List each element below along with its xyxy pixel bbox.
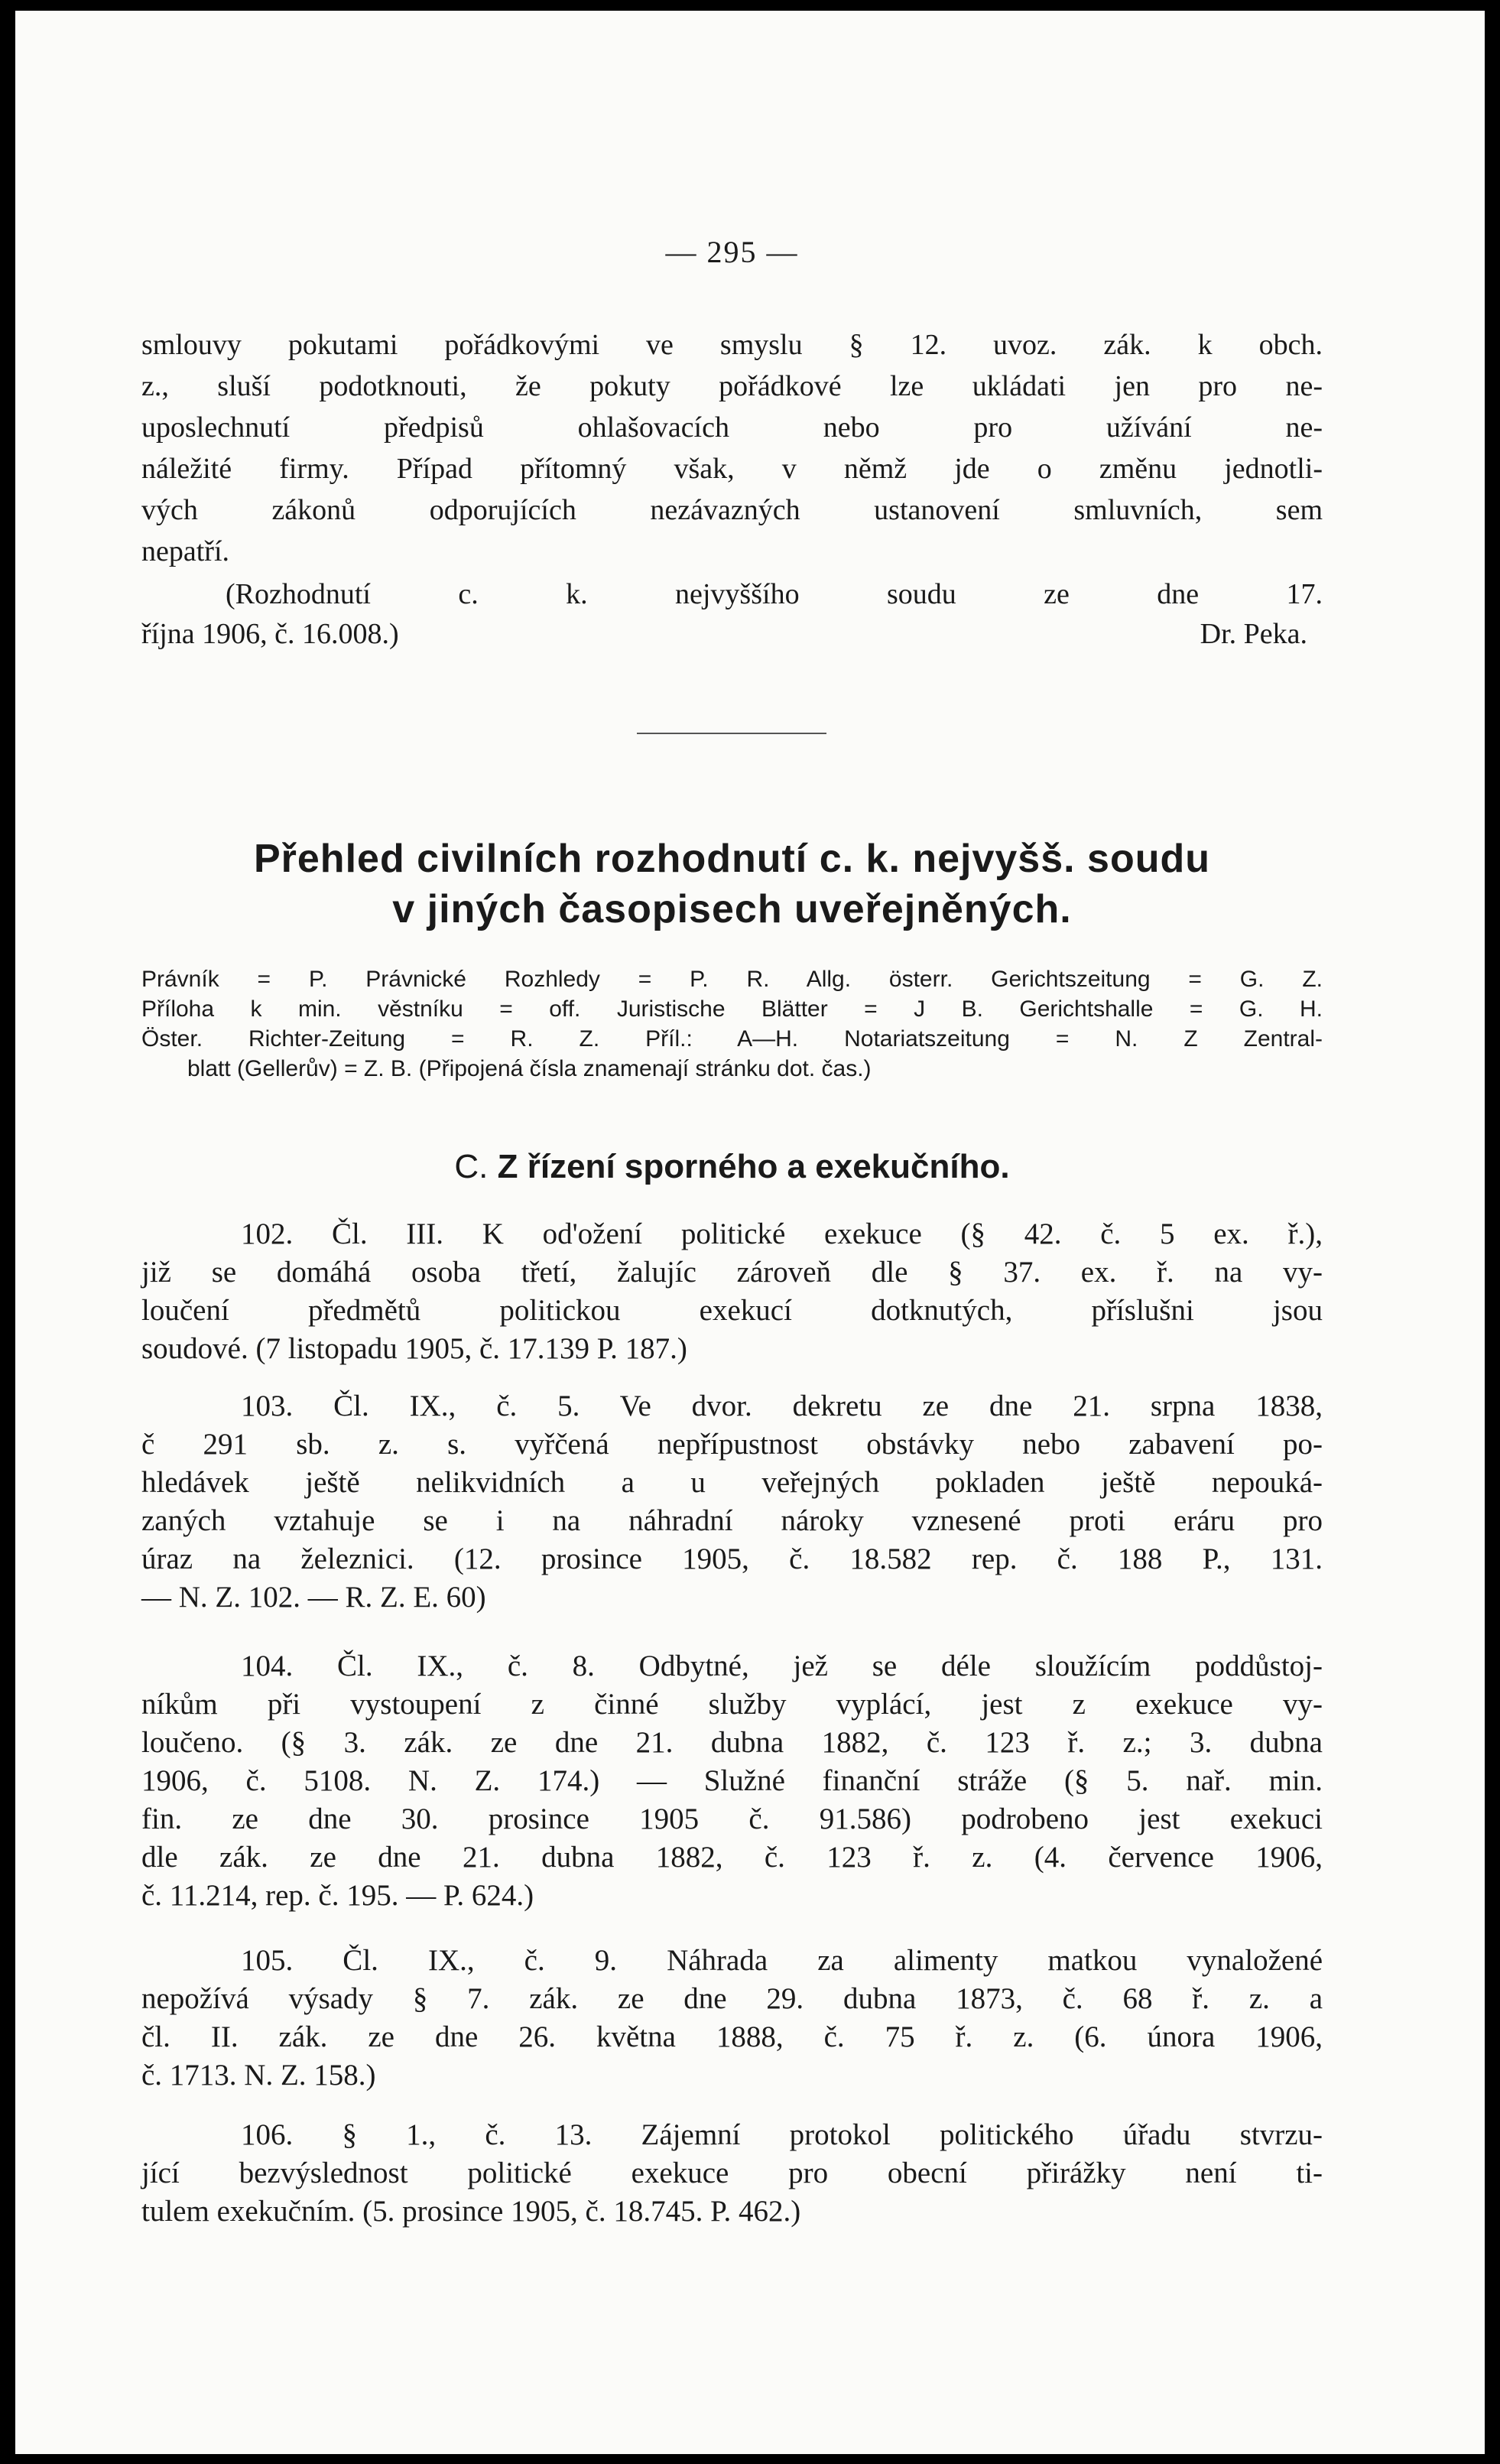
- entry-line: fin. ze dne 30. prosince 1905 č. 91.586) podrobeno jest exekuci: [141, 1802, 1323, 1835]
- entry-line: již se domáhá osoba třetí, žalujíc zároveň dle § 37. ex. ř. na vy-: [141, 1256, 1323, 1289]
- overview-heading-line-2: v jiných časopisech uveřejněných.: [392, 887, 1072, 931]
- entry-line: jící bezvýslednost politické exekuce pro obecní přirážky není ti-: [141, 2157, 1323, 2189]
- entry-line: č. 11.214, rep. č. 195. — P. 624.): [141, 1879, 534, 1912]
- legend-line: Öster. Richter-Zeitung = R. Z. Příl.: A—H. Notariatszeitung = N. Z Zentral-: [141, 1026, 1323, 1052]
- entry-105: [141, 1942, 1323, 2095]
- decision-date: října 1906, č. 16.008.): [141, 618, 399, 650]
- text-line: náležité firmy. Případ přítomný však, v němž jde o změnu jednotli-: [141, 453, 1323, 485]
- entry-102: [141, 1215, 1323, 1368]
- entry-line: loučeno. (§ 3. zák. ze dne 21. dubna 1882, č. 123 ř. z.; 3. dubna: [141, 1726, 1323, 1759]
- text-line: uposlechnutí předpisů ohlašovacích nebo pro užívání ne-: [141, 411, 1323, 444]
- entry-line: 103. Čl. IX., č. 5. Ve dvor. dekretu ze dne 21. srpna 1838,: [241, 1390, 1323, 1422]
- entry-line: nepožívá výsady § 7. zák. ze dne 29. dubna 1873, č. 68 ř. z. a: [141, 1982, 1323, 2015]
- entry-line: č. 1713. N. Z. 158.): [141, 2059, 376, 2092]
- decision-citation: (Rozhodnutí c. k. nejvyššího soudu ze dne 17.: [226, 578, 1323, 610]
- document-page: [15, 11, 1485, 2454]
- entry-line: 102. Čl. III. K od'ožení politické exekuce (§ 42. č. 5 ex. ř.),: [241, 1217, 1323, 1250]
- section-name: Z řízení sporného a exekučního.: [497, 1148, 1010, 1185]
- page-number: — 295 —: [665, 235, 799, 269]
- text-line: nepatří.: [141, 535, 230, 567]
- entry-line: zaných vztahuje se i na náhradní nároky vznesené proti eráru pro: [141, 1504, 1323, 1537]
- section-divider: [637, 733, 826, 734]
- entry-103: [141, 1387, 1323, 1617]
- entry-106: [141, 2116, 1323, 2231]
- entry-line: 104. Čl. IX., č. 8. Odbytné, jež se déle sloužícím poddůstoj-: [241, 1650, 1323, 1682]
- citation-signature-row: [141, 615, 1323, 653]
- entry-line: soudové. (7 listopadu 1905, č. 17.139 P. 187.): [141, 1332, 687, 1365]
- entry-line: tulem exekučním. (5. prosince 1905, č. 18.745. P. 462.): [141, 2195, 801, 2228]
- abbreviations-legend: [141, 964, 1323, 1084]
- entry-line: čl. II. zák. ze dne 26. května 1888, č. 75 ř. z. (6. února 1906,: [141, 2020, 1323, 2053]
- text-line: smlouvy pokutami pořádkovými ve smyslu § 12. uvoz. zák. k obch.: [141, 329, 1323, 361]
- entry-line: — N. Z. 102. — R. Z. E. 60): [141, 1581, 486, 1614]
- entry-104: [141, 1647, 1323, 1915]
- entry-line: hledávek ještě nelikvidních a u veřejných pokladen ještě nepouká-: [141, 1466, 1323, 1499]
- entry-line: dle zák. ze dne 21. dubna 1882, č. 123 ř. z. (4. července 1906,: [141, 1841, 1323, 1874]
- legend-line: Příloha k min. věstníku = off. Juristische Blätter = J B. Gerichtshalle = G. H.: [141, 996, 1323, 1022]
- entry-line: úraz na železnici. (12. prosince 1905, č. 18.582 rep. č. 188 P., 131.: [141, 1542, 1323, 1575]
- entry-line: 105. Čl. IX., č. 9. Náhrada za alimenty matkou vynaložené: [241, 1944, 1323, 1977]
- text-line: z., sluší podotknouti, že pokuty pořádkové lze ukládati jen pro ne-: [141, 370, 1323, 402]
- section-letter: C.: [454, 1148, 489, 1185]
- author-signature: Dr. Peka.: [1200, 618, 1307, 650]
- entry-line: 106. § 1., č. 13. Zájemní protokol politického úřadu stvrzu-: [241, 2118, 1323, 2151]
- entry-line: č 291 sb. z. s. vyřčená nepřípustnost obstávky nebo zabavení po-: [141, 1428, 1323, 1461]
- entry-line: loučení předmětů politickou exekucí dotknutých, příslušni jsou: [141, 1294, 1323, 1327]
- legend-line: Právník = P. Právnické Rozhledy = P. R. Allg. österr. Gerichtszeitung = G. Z.: [141, 967, 1323, 992]
- section-title: [141, 1146, 1323, 1188]
- entry-line: níkům při vystoupení z činné služby vyplácí, jest z exekuce vy-: [141, 1688, 1323, 1721]
- text-line: vých zákonů odporujících nezávazných ustanovení smluvních, sem: [141, 494, 1323, 526]
- legend-line: blatt (Gellerův) = Z. B. (Připojená čísla znamenají stránku dot. čas.): [187, 1056, 872, 1081]
- overview-heading-line-1: Přehled civilních rozhodnutí c. k. nejvyšš. soudu: [253, 837, 1211, 881]
- entry-line: 1906, č. 5108. N. Z. 174.) — Služné finanční stráže (§ 5. nař. min.: [141, 1764, 1323, 1797]
